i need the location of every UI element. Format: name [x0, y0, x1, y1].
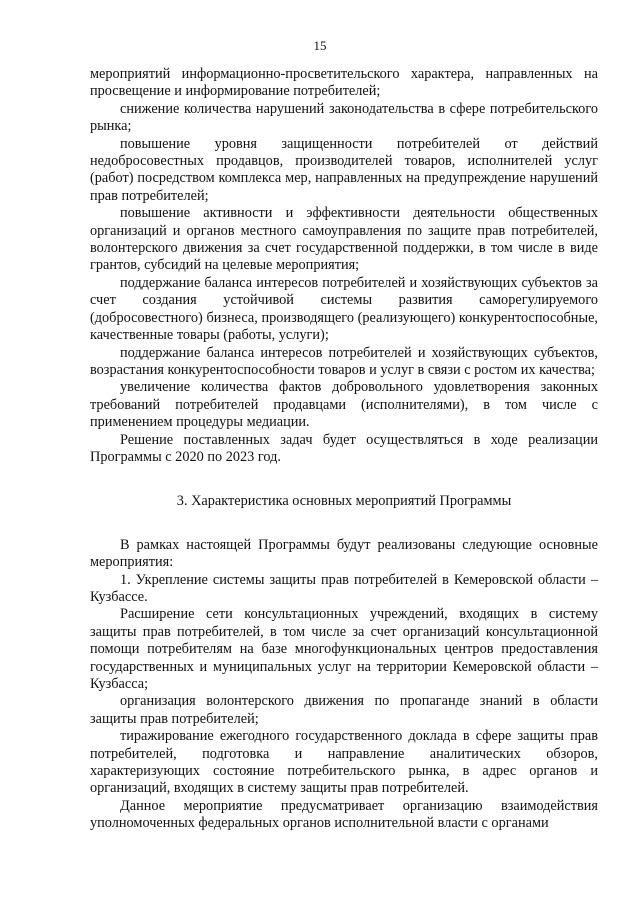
- section-heading: 3. Характеристика основных мероприятий Программы: [176, 493, 512, 510]
- paragraph: Расширение сети консультационных учреждений, входящих в систему защиты прав потребителей, в том числе за счет организаций консультационной помощи потребителям на базе многофункциональных центров предоставления государственных и муниципальных услуг на территории Кемеровской области – Кузбасса;: [90, 606, 598, 692]
- paragraph: организация волонтерского движения по пропаганде знаний в области защиты прав потребителей;: [90, 693, 598, 727]
- paragraph: повышение активности и эффективности деятельности общественных организаций и органов местного самоуправления по защите прав потребителей, волонтерского движения за счет государственной поддержки, в том числе в виде грантов, субсидий на целевые мероприятия;: [90, 205, 598, 274]
- paragraph: увеличение количества фактов добровольного удовлетворения законных требований потребителей продавцами (исполнителями), в том числе с применением процедуры медиации.: [90, 379, 598, 431]
- paragraph: повышение уровня защищенности потребителей от действий недобросовестных продавцов, производителей товаров, исполнителей услуг (работ) посредством комплекса мер, направленных на предупреждение нарушений прав потребителей;: [90, 135, 598, 204]
- paragraph: тиражирование ежегодного государственного доклада в сфере защиты прав потребителей, подготовка и направление аналитических обзоров, характеризующих состояние потребительского рынка, в адрес органов и организаций, входящих в систему защиты прав потребителей.: [90, 728, 598, 797]
- document-body: [90, 66, 598, 833]
- page-number: 15: [313, 38, 327, 53]
- paragraph: поддержание баланса интересов потребителей и хозяйствующих субъектов, возрастания конкурентоспособности товаров и услуг в связи с ростом их качества;: [90, 344, 598, 378]
- paragraph: снижение количества нарушений законодательства в сфере потребительского рынка;: [90, 100, 598, 135]
- paragraph: Решение поставленных задач будет осуществляться в ходе реализации Программы с 2020 по 2023 год.: [90, 431, 598, 465]
- paragraph: Данное мероприятие предусматривает организацию взаимодействия уполномоченных федеральных органов исполнительной власти с органами: [90, 797, 598, 832]
- paragraph: мероприятий информационно-просветительского характера, направленных на просвещение и информирование потребителей;: [90, 66, 598, 100]
- paragraph: поддержание баланса интересов потребителей и хозяйствующих субъектов за счет создания устойчивой системы развития саморегулируемого (добросовестного) бизнеса, производящего (реализующего) конкурентоспособные, качественные товары (работы, услуги);: [90, 274, 598, 344]
- paragraph: В рамках настоящей Программы будут реализованы следующие основные мероприятия:: [90, 536, 598, 571]
- paragraph: 1. Укрепление системы защиты прав потребителей в Кемеровской области – Кузбассе.: [90, 571, 598, 605]
